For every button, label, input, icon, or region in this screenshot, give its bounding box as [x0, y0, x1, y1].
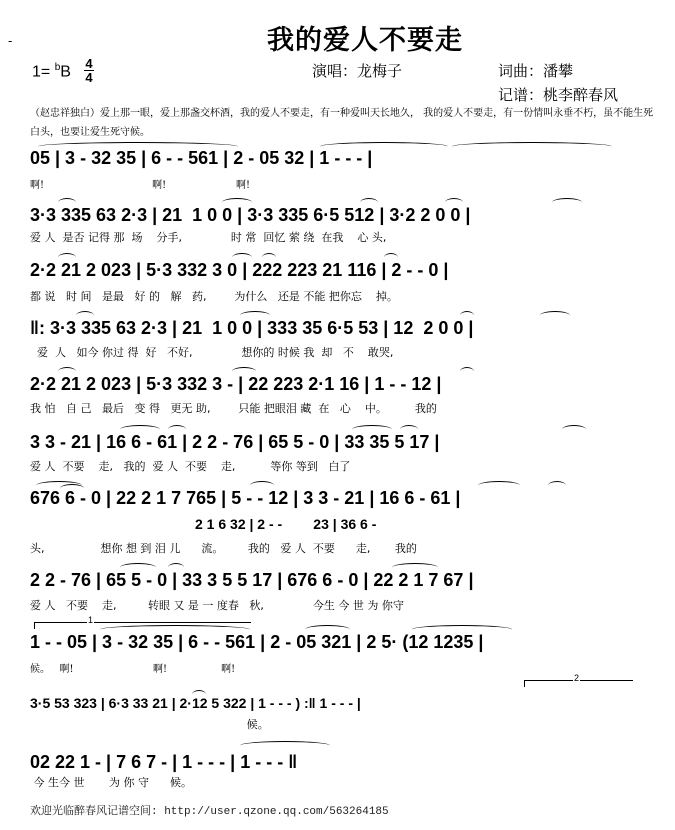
slur	[168, 425, 186, 434]
flat-sign: b	[54, 62, 61, 73]
lyrics-line-7: 头, 想你 想 到 泪 儿 流。 我的 爱 人 不要 走, 我的	[30, 542, 417, 555]
key-label: 1=	[32, 63, 51, 81]
volta-bracket-2	[524, 673, 633, 687]
slur	[38, 142, 238, 151]
slur	[262, 253, 276, 262]
time-bottom: 4	[85, 70, 93, 85]
slur	[478, 481, 520, 490]
lyrics-line-8: 爱 人 不要 走, 转眼 又 是 一 度春 秋, 今生 今 世 为 你守	[30, 599, 404, 612]
footer-link-text: 欢迎光临醉春风记谱空间: http://user.qzone.qq.com/563264185	[30, 806, 389, 818]
slur	[460, 367, 474, 376]
score-line-2: 3·3 335 63 2·3 | 21 1 0 0 | 3·3 335 6·5 512 | 3·2 2 0 0 |	[30, 205, 471, 225]
slur	[222, 198, 252, 207]
score-line-10: 3·5 53 323 | 6·3 33 21 | 2·12 5 322 | 1 - - - ) :‖ 1 - - - |	[30, 695, 361, 711]
slur	[60, 484, 84, 493]
composer: 词曲：潘攀	[498, 62, 574, 80]
slur	[305, 625, 350, 634]
key-signature	[32, 62, 71, 81]
key-note: B	[60, 63, 71, 81]
slur	[120, 425, 160, 434]
slur	[460, 311, 474, 320]
volta-number: 1	[88, 615, 94, 625]
slur	[240, 311, 270, 320]
lyrics-line-10: 候。	[30, 718, 269, 731]
song-title: 我的爱人不要走	[267, 25, 463, 56]
score-line-6: 3 3 - 21 | 16 6 - 61 | 2 2 - 76 | 65 5 - 0 | 33 35 5 17 |	[30, 432, 440, 452]
page-mark: -	[8, 34, 13, 48]
score-line-1: 05 | 3 - 32 35 | 6 - - 561 | 2 - 05 32 | 1 - - - |	[30, 148, 373, 168]
monologue-text: （赵忠祥独白）爱上那一眼，爱上那盏交杯酒，我的爱人不要走，有一种爱叫天长地久， 我的爱人不要走，有一份情叫永垂不朽，虽不能生死白头，也要让爱生死守候。	[30, 108, 654, 138]
slur	[232, 367, 256, 376]
slur	[540, 311, 570, 320]
slur	[452, 142, 612, 151]
time-signature	[84, 58, 94, 83]
slur	[250, 481, 274, 490]
slur	[76, 311, 94, 320]
slur	[100, 625, 250, 634]
slur	[392, 563, 438, 572]
singer: 演唱：龙梅子	[312, 62, 403, 80]
slur	[384, 253, 398, 262]
volta-number: 2	[574, 673, 580, 683]
slur	[58, 367, 76, 376]
lyrics-line-3: 都 说 时 间 是最 好 的 解 药, 为什么 还是 不能 把你忘 掉。	[30, 290, 398, 303]
lyrics-line-1: 啊! 啊! 啊!	[30, 180, 251, 191]
score-line-4: ‖: 3·3 335 63 2·3 | 21 1 0 0 | 333 35 6·5 53 | 12 2 0 0 |	[30, 318, 474, 338]
score-line-5: 2·2 21 2 023 | 5·3 332 3 - | 22 223 2·1 16 | 1 - - 12 |	[30, 374, 442, 394]
slur	[58, 253, 76, 262]
slur	[168, 563, 184, 572]
slur	[320, 142, 448, 151]
slur	[412, 625, 512, 634]
score-line-7: 676 6 - 0 | 22 2 1 7 765 | 5 - - 12 | 3 3 - 21 | 16 6 - 61 |	[30, 488, 461, 508]
harmony-line: 2 1 6 32 | 2 - - 23 | 36 6 -	[195, 516, 377, 532]
slur	[232, 253, 252, 262]
score-line-11: 02 22 1 - | 7 6 7 - | 1 - - - | 1 - - - ‖	[30, 752, 298, 772]
lyrics-line-2: 爱 人 是否 记得 那 场 分手, 时 常 回忆 萦 绕 在我 心 头,	[30, 231, 387, 244]
lyrics-line-5: 我 怕 自 己 最后 变 得 更无 助, 只能 把眼泪 藏 在 心 中。 我的	[30, 402, 437, 415]
slur	[360, 198, 378, 207]
slur	[400, 425, 418, 434]
slur	[120, 563, 156, 572]
slur	[445, 198, 463, 207]
lyrics-line-11: 今 生今 世 为 你 守 候。	[30, 776, 192, 789]
slur	[548, 481, 566, 490]
time-top: 4	[85, 56, 93, 71]
lyrics-line-4: 爱 人 如今 你过 得 好 不好, 想你的 时候 我 却 不 敢哭,	[30, 346, 394, 359]
lyrics-line-9: 候。 啊! 啊! 啊!	[30, 664, 236, 675]
score-line-3: 2·2 21 2 023 | 5·3 332 3 0 | 222 223 21 116 | 2 - - 0 |	[30, 260, 449, 280]
slur	[352, 425, 392, 434]
slur	[58, 198, 76, 207]
transcriber: 记谱：桃李醉春风	[498, 86, 619, 104]
slur	[240, 741, 330, 750]
slur	[552, 198, 582, 207]
score-line-8: 2 2 - 76 | 65 5 - 0 | 33 3 5 5 17 | 676 6 - 0 | 22 2 1 7 67 |	[30, 570, 474, 590]
lyrics-line-6: 爱 人 不要 走, 我的 爱 人 不要 走, 等你 等到 白了	[30, 460, 351, 473]
score-line-9: 1 - - 05 | 3 - 32 35 | 6 - - 561 | 2 - 05 321 | 2 5· (12 1235 |	[30, 632, 484, 652]
slur	[192, 690, 206, 699]
slur	[562, 425, 586, 434]
